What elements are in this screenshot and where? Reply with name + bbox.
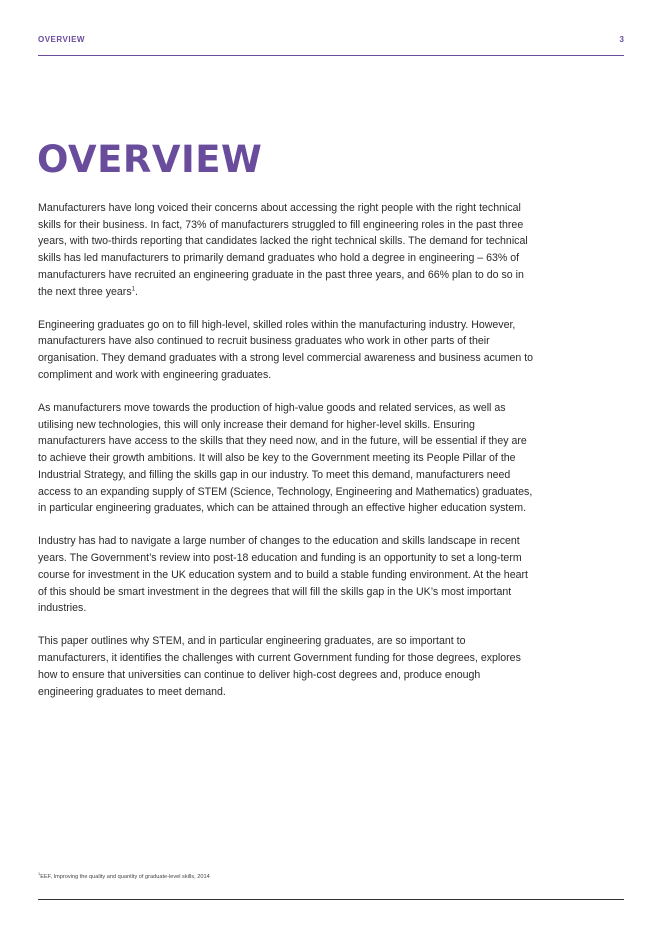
paragraph-4: Industry has had to navigate a large number of changes to the education and skills landscape in recent years. The Government’s review into post-18 education and funding is an opportunity to set a long-term course for investment in the UK education system and to build a stable funding environment. At the heart of this should be smart investment in the degrees that will fill the skills gap in the UK’s most important industries. (38, 535, 528, 615)
page-title: OVERVIEW (37, 138, 263, 181)
page-number: 3 (619, 35, 624, 44)
paragraph-5: This paper outlines why STEM, and in particular engineering graduates, are so important to manufacturers, it identifies the challenges with current Government funding for those degrees, explores how to ensure that universities can continue to deliver high-cost degrees and, produce enough engineering graduates to meet demand. (38, 635, 521, 698)
footnote-reference: 1 (131, 285, 135, 292)
paragraph-1-end: . (134, 285, 138, 298)
page-header (38, 35, 624, 56)
body-text (38, 200, 538, 717)
footnote-marker: 1 (38, 871, 41, 877)
footnote (38, 871, 210, 880)
paragraph-1 (38, 200, 538, 300)
footnote-text: EEF, Improving the quality and quantity of graduate-level skills, 2014 (40, 874, 210, 880)
footer-divider (38, 899, 624, 900)
paragraph-2: Engineering graduates go on to fill high-level, skilled roles within the manufacturing industry. However, manufacturers have also continued to recruit business graduates who work in other parts of their organisation. They demand graduates with a strong level commercial awareness and business acumen to compliment and work with engineering graduates. (38, 318, 534, 381)
paragraph-3: As manufacturers move towards the production of high-value goods and related services, as well as utilising new technologies, this will only increase their demand for higher-level skills. Ensuring manufacturers have access to the skills that they need now, and in the future, will be essential if they are to achieve their growth ambitions. It will also be key to the Government meeting its People Pillar of the Industrial Strategy, and filling the skills gap in our industry. To meet this demand, manufacturers need access to an expanding supply of STEM (Science, Technology, Engineering and Mathematics) graduates, in particular engineering graduates, which can be attained through an effective higher education system. (38, 402, 533, 515)
header-section-title: OVERVIEW (38, 35, 85, 44)
paragraph-1-text: Manufacturers have long voiced their concerns about accessing the right people with the right technical skills for their business. In fact, 73% of manufacturers struggled to fill engineering roles in the past three years, with two-thirds reporting that candidates lacked the right technical skills. The demand for technical skills has led manufacturers to primarily demand graduates who hold a degree in engineering – 63% of manufacturers have recruited an engineering graduate in the past three years, and 66% plan to do so in the next three years (38, 202, 528, 298)
